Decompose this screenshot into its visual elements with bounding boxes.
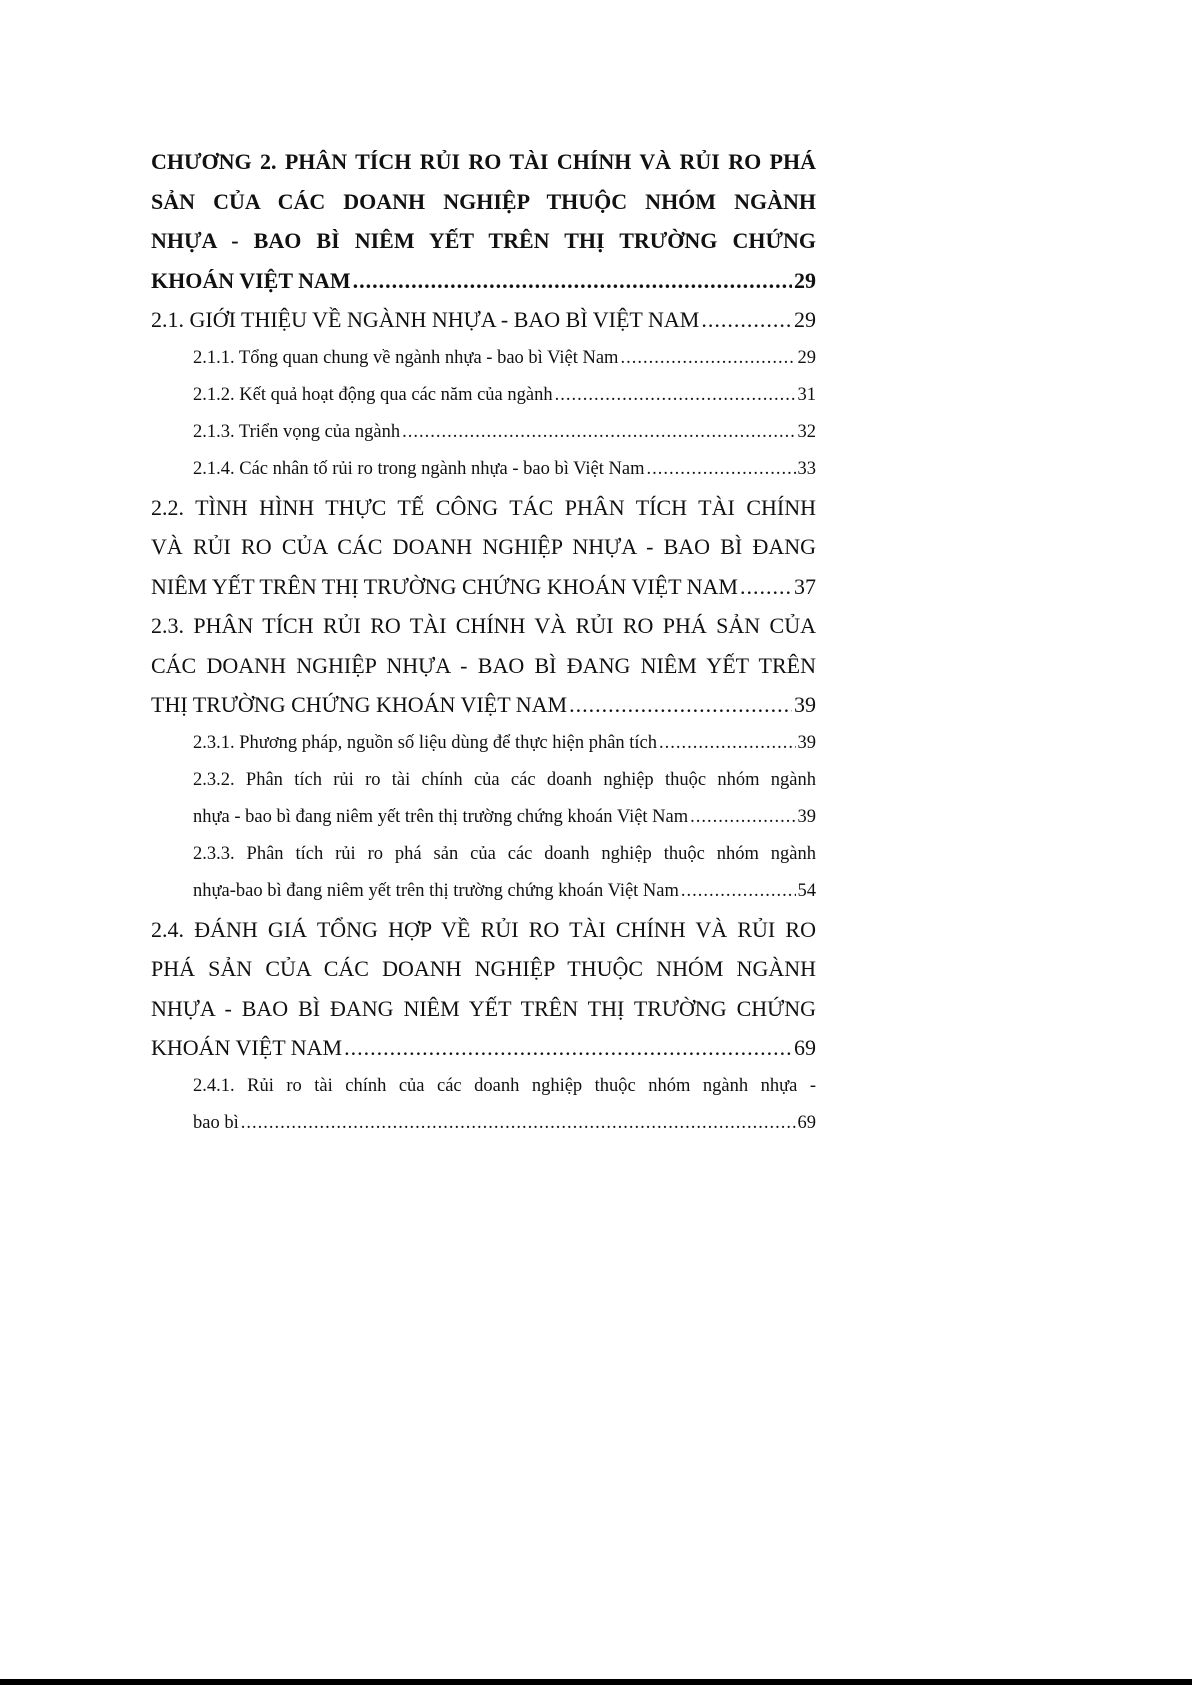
toc-entry-title: nhựa - bao bì đang niêm yết trên thị trường chứng khoán Việt Nam (193, 806, 689, 827)
toc-page-number: 29 (794, 307, 816, 332)
toc-page-number: 39 (797, 806, 816, 827)
toc-entry-title: 2.1. GIỚI THIỆU VỀ NGÀNH NHỰA - BAO BÌ VIỆT NAM (151, 307, 700, 332)
toc-entry-line: 2.4.1. Rủi ro tài chính của các doanh nghiệp thuộc nhóm ngành nhựa - (193, 1075, 816, 1096)
toc-entry-title: 2.1.4. Các nhân tố rủi ro trong ngành nhựa - bao bì Việt Nam (193, 458, 645, 479)
toc-entry-line: CÁC DOANH NGHIỆP NHỰA - BAO BÌ ĐANG NIÊM YẾT TRÊN (151, 652, 816, 678)
dot-leader (353, 261, 792, 301)
toc-entry-line: 2.3.3. Phân tích rủi ro phá sản của các doanh nghiệp thuộc nhóm ngành (193, 843, 816, 864)
toc-entry-title: 2.1.1. Tổng quan chung về ngành nhựa - bao bì Việt Nam (193, 347, 619, 368)
toc-entry-title: KHOÁN VIỆT NAM (151, 1035, 343, 1060)
toc-entry-title: 2.3.1. Phương pháp, nguồn số liệu dùng để thực hiện phân tích (193, 732, 658, 753)
toc-entry[interactable] (151, 725, 816, 762)
toc-entry-line: 2.4. ĐÁNH GIÁ TỔNG HỢP VỀ RỦI RO TÀI CHÍNH VÀ RỦI RO (151, 916, 816, 942)
toc-entry[interactable] (151, 414, 816, 451)
toc-entry-title: bao bì (193, 1112, 239, 1133)
toc-entry-last-line (193, 414, 816, 451)
toc-entry-title: nhựa-bao bì đang niêm yết trên thị trường chứng khoán Việt Nam (193, 880, 679, 901)
toc-entry[interactable] (151, 762, 816, 836)
toc-entry[interactable] (151, 300, 816, 340)
toc-entry-line: PHÁ SẢN CỦA CÁC DOANH NGHIỆP THUỘC NHÓM NGÀNH (151, 956, 816, 981)
toc-entry[interactable] (151, 451, 816, 488)
toc-entry[interactable] (151, 377, 816, 414)
dot-leader (241, 1105, 796, 1142)
toc-entry-title: 2.1.3. Triển vọng của ngành (193, 421, 401, 442)
toc-page-number: 33 (797, 458, 816, 479)
toc-entry-line: NHỰA - BAO BÌ NIÊM YẾT TRÊN THỊ TRƯỜNG CHỨNG (151, 228, 816, 253)
dot-leader (701, 300, 792, 340)
toc-entry-last-line (151, 1028, 816, 1068)
dot-leader (402, 414, 795, 451)
toc-entry-line: SẢN CỦA CÁC DOANH NGHIỆP THUỘC NHÓM NGÀNH (151, 188, 816, 214)
toc-entry[interactable] (151, 910, 816, 1068)
toc-entry-last-line (193, 873, 816, 910)
toc-entry-line: 2.3. PHÂN TÍCH RỦI RO TÀI CHÍNH VÀ RỦI RO PHÁ SẢN CỦA (151, 613, 816, 638)
toc-entry[interactable] (151, 340, 816, 377)
dot-leader (344, 1028, 792, 1068)
toc-entry-last-line (193, 451, 816, 488)
dot-leader (681, 873, 796, 910)
toc-entry[interactable] (151, 1068, 816, 1142)
toc-entry-title: THỊ TRƯỜNG CHỨNG KHOÁN VIỆT NAM (151, 692, 568, 717)
dot-leader (569, 685, 792, 725)
toc-page-number: 31 (797, 384, 816, 405)
toc-entry-last-line (193, 725, 816, 762)
dot-leader (690, 799, 795, 836)
toc-entry[interactable] (151, 488, 816, 607)
toc-entry-last-line (151, 685, 816, 725)
toc-entry-last-line (193, 340, 816, 377)
toc-page-number: 39 (797, 732, 816, 753)
toc-page-number: 32 (797, 421, 816, 442)
toc-page-number: 37 (794, 573, 816, 599)
toc-entry-last-line (193, 377, 816, 414)
toc-entry[interactable] (151, 606, 816, 725)
dot-leader (740, 567, 792, 607)
table-of-contents (151, 142, 816, 1142)
toc-page-number: 29 (794, 267, 816, 293)
toc-entry[interactable] (151, 836, 816, 910)
toc-entry-title: NIÊM YẾT TRÊN THỊ TRƯỜNG CHỨNG KHOÁN VIỆT NAM (151, 573, 738, 599)
dot-leader (555, 377, 796, 414)
toc-page-number: 29 (797, 347, 816, 368)
toc-entry-line: 2.2. TÌNH HÌNH THỰC TẾ CÔNG TÁC PHÂN TÍCH TÀI CHÍNH (151, 494, 816, 520)
toc-entry-title: KHOÁN VIỆT NAM (151, 267, 351, 293)
toc-page-number: 69 (797, 1112, 816, 1133)
toc-entry-last-line (151, 567, 816, 607)
toc-entry-last-line (193, 799, 816, 836)
toc-entry-line: CHƯƠNG 2. PHÂN TÍCH RỦI RO TÀI CHÍNH VÀ RỦI RO PHÁ (151, 149, 816, 174)
toc-entry-last-line (151, 300, 816, 340)
dot-leader (659, 725, 795, 762)
toc-entry-last-line (151, 261, 816, 301)
toc-entry-line: NHỰA - BAO BÌ ĐANG NIÊM YẾT TRÊN THỊ TRƯỜNG CHỨNG (151, 995, 816, 1021)
dot-leader (620, 340, 795, 377)
toc-page-number: 54 (797, 880, 816, 901)
dot-leader (646, 451, 795, 488)
toc-entry-title: 2.1.2. Kết quả hoạt động qua các năm của ngành (193, 384, 553, 405)
toc-page-number: 69 (794, 1035, 816, 1060)
toc-entry-line: VÀ RỦI RO CỦA CÁC DOANH NGHIỆP NHỰA - BAO BÌ ĐANG (151, 534, 816, 559)
toc-page-number: 39 (794, 692, 816, 717)
toc-entry[interactable] (151, 142, 816, 300)
page-bottom-border (0, 1679, 1192, 1685)
toc-entry-line: 2.3.2. Phân tích rủi ro tài chính của các doanh nghiệp thuộc nhóm ngành (193, 769, 816, 790)
toc-entry-last-line (193, 1105, 816, 1142)
